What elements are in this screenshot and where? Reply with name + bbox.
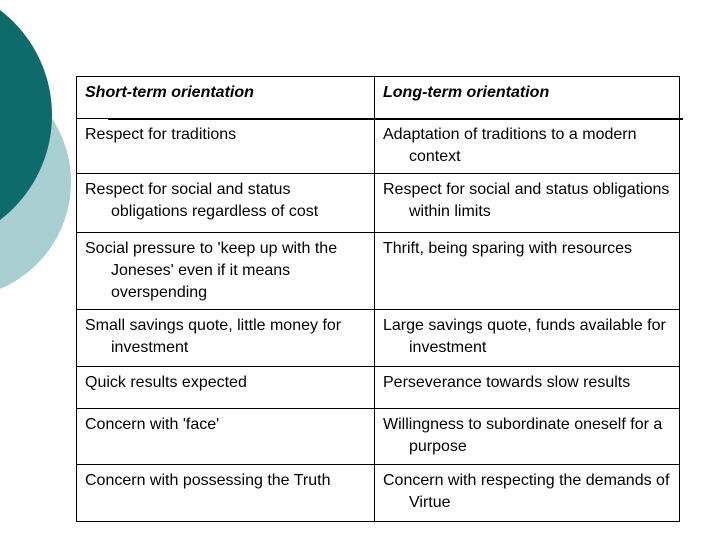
short-term-cell xyxy=(77,310,375,367)
header-long-term-label: Long-term orientation xyxy=(383,84,550,101)
header-short-term xyxy=(77,77,375,119)
short-term-text: Quick results expected xyxy=(85,374,247,391)
table-row xyxy=(77,174,680,233)
long-term-text: Perseverance towards slow results xyxy=(383,374,631,391)
short-term-text: Concern with 'face' xyxy=(85,416,220,433)
table-row xyxy=(77,119,680,174)
short-term-cell xyxy=(77,465,375,522)
table-row xyxy=(77,367,680,409)
long-term-cell xyxy=(375,310,680,367)
short-term-cell xyxy=(77,119,375,174)
short-term-cell xyxy=(77,367,375,409)
short-term-cell xyxy=(77,174,375,233)
header-short-term-label: Short-term orientation xyxy=(85,84,254,101)
table-row xyxy=(77,465,680,522)
short-term-text: Respect for traditions xyxy=(85,126,237,143)
short-term-cell xyxy=(77,233,375,310)
short-term-text: Social pressure to 'keep up with the Joneses' even if it means overspending xyxy=(85,240,338,301)
table-row xyxy=(77,310,680,367)
long-term-cell xyxy=(375,174,680,233)
long-term-text: Respect for social and status obligations within limits xyxy=(383,181,670,220)
short-term-text: Small savings quote, little money for investment xyxy=(85,317,342,356)
table-row xyxy=(77,233,680,310)
short-term-text: Respect for social and status obligations regardless of cost xyxy=(85,181,319,220)
short-term-text: Concern with possessing the Truth xyxy=(85,472,331,489)
table-header-row xyxy=(77,77,680,119)
table-row xyxy=(77,409,680,465)
long-term-text: Willingness to subordinate oneself for a purpose xyxy=(383,416,663,455)
long-term-cell xyxy=(375,233,680,310)
short-term-cell xyxy=(77,409,375,465)
long-term-text: Adaptation of traditions to a modern context xyxy=(383,126,637,165)
long-term-text: Large savings quote, funds available for investment xyxy=(383,317,666,356)
header-underline-rule xyxy=(108,118,683,120)
long-term-text: Concern with respecting the demands of Virtue xyxy=(383,472,670,511)
long-term-cell xyxy=(375,119,680,174)
long-term-cell xyxy=(375,409,680,465)
long-term-cell xyxy=(375,465,680,522)
long-term-cell xyxy=(375,367,680,409)
long-term-text: Thrift, being sparing with resources xyxy=(383,240,632,257)
orientation-table xyxy=(76,76,680,522)
header-long-term xyxy=(375,77,680,119)
